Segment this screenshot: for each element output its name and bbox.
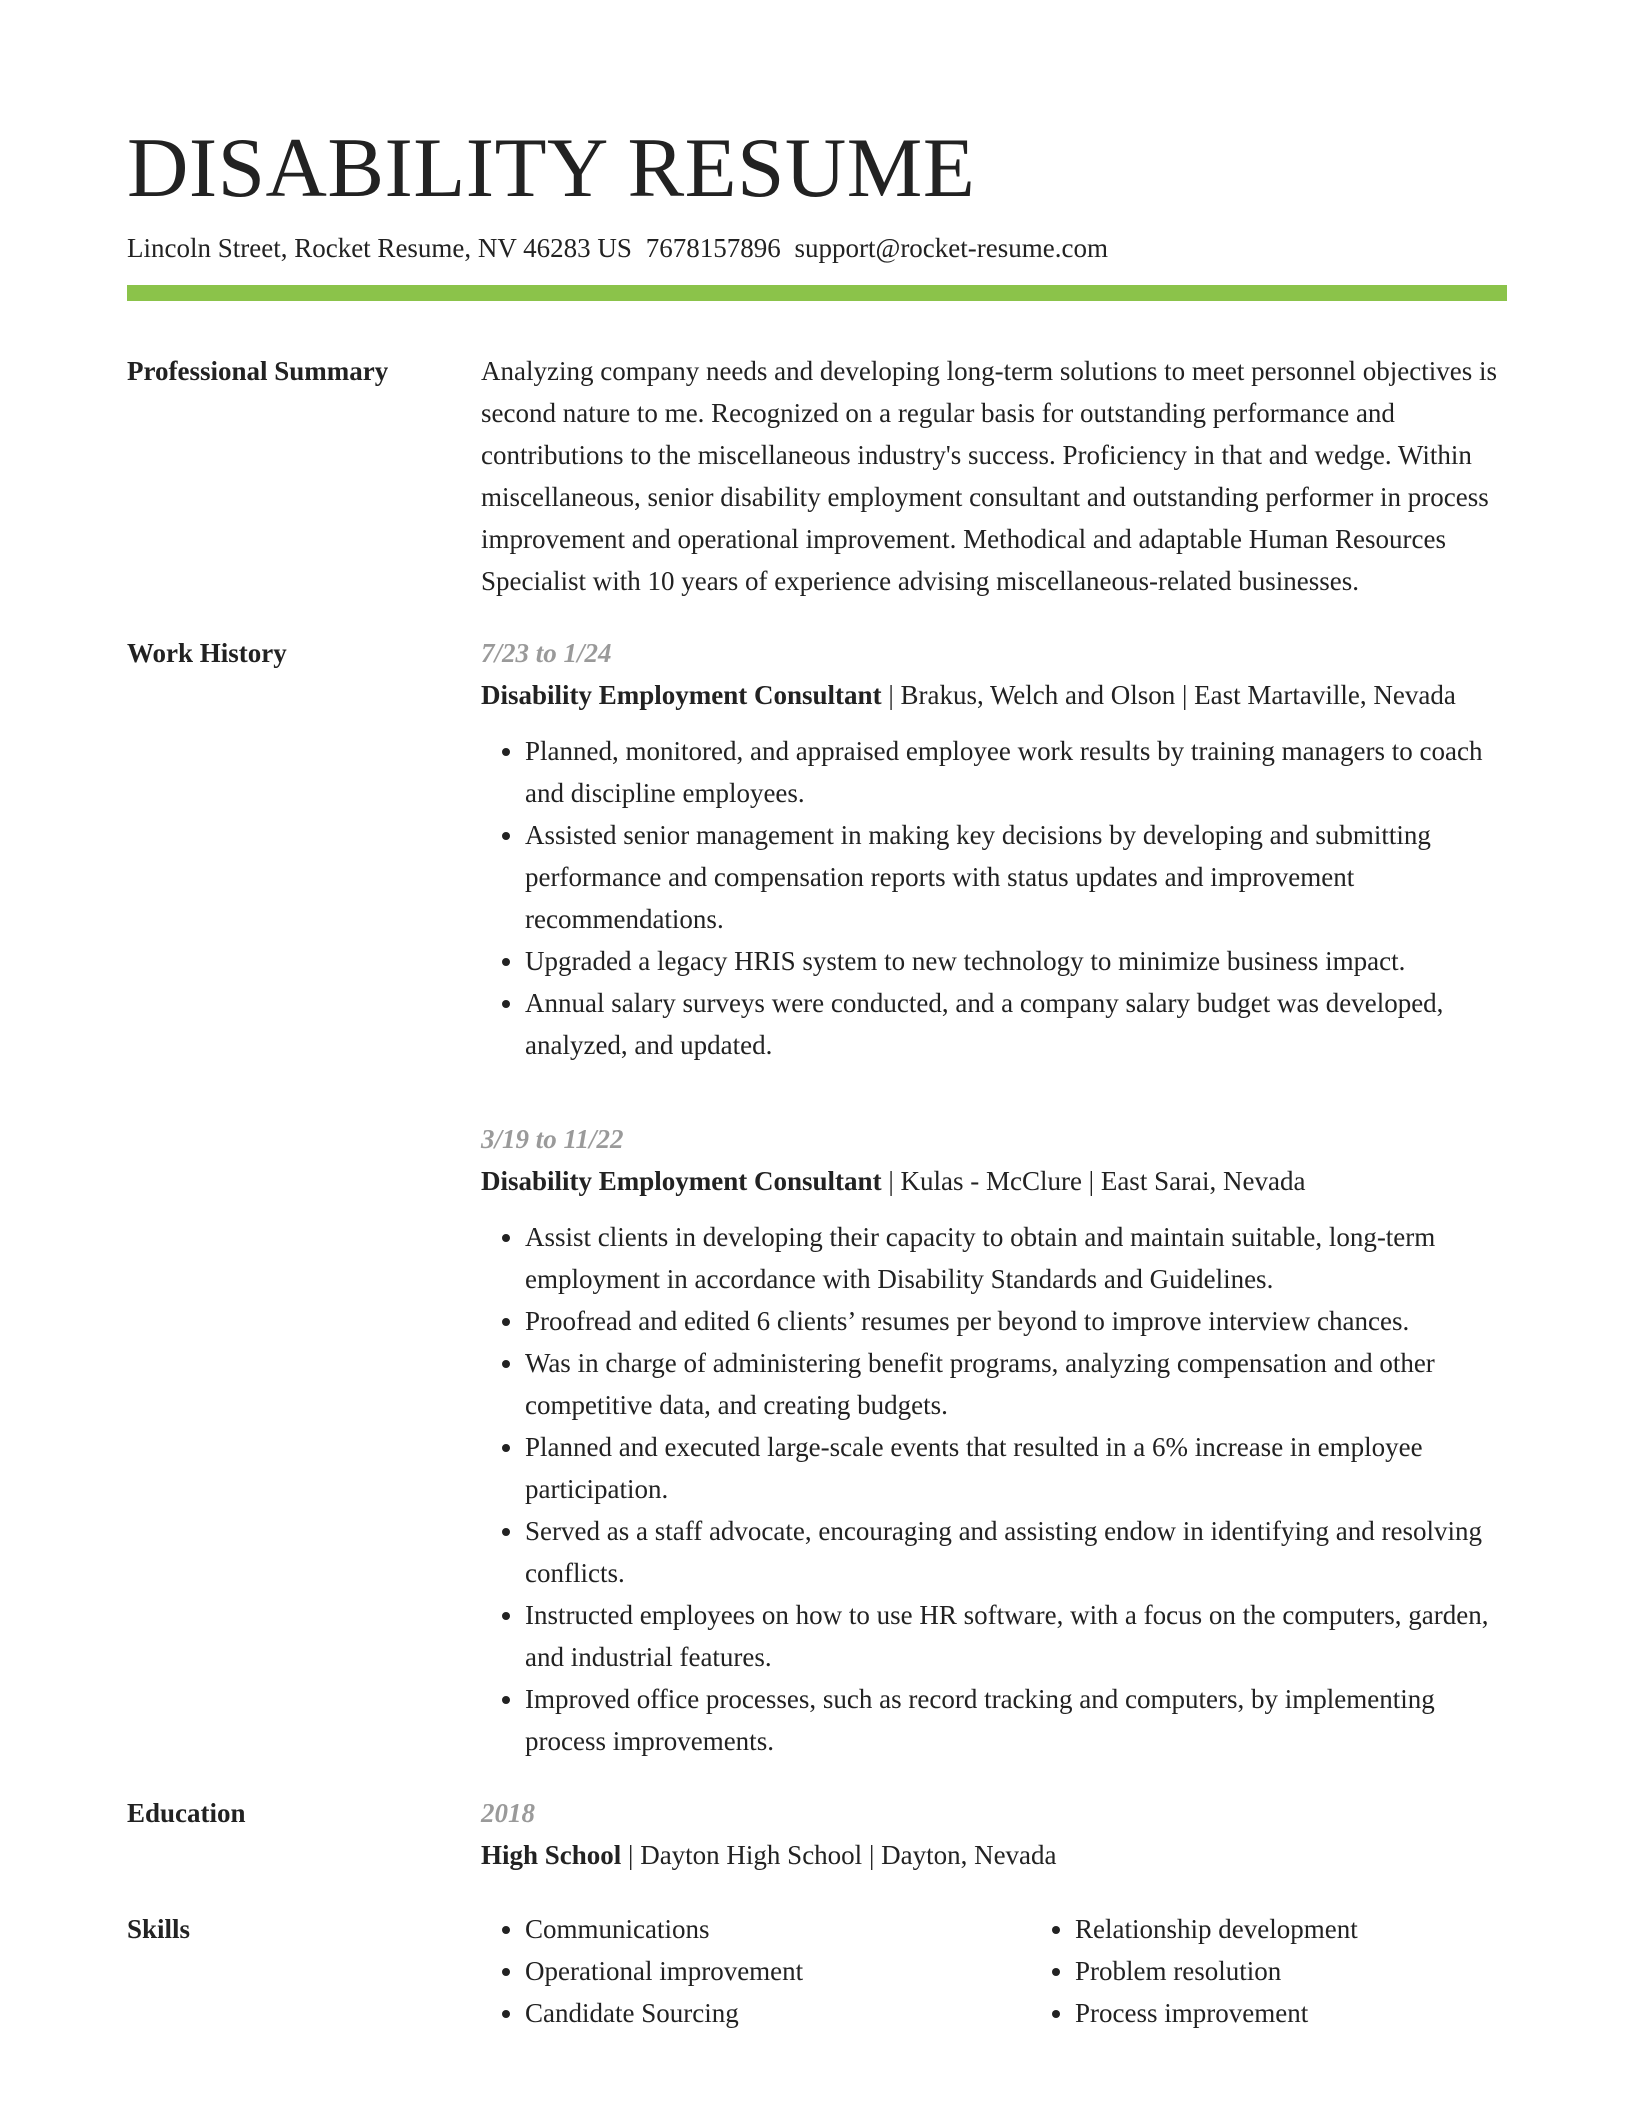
job-bullet: • Upgraded a legacy HRIS system to new technology to minimize business impact. (525, 940, 1507, 982)
skill-item: • Process improvement (1075, 1992, 1581, 2034)
education-year: 2018 (481, 1798, 535, 1828)
resume-content (127, 350, 1507, 2034)
job-company-location: | Brakus, Welch and Olson | East Martaville, Nevada (881, 680, 1456, 710)
job-title: Disability Employment Consultant (481, 680, 882, 710)
job-bullets (481, 730, 1507, 1066)
summary-section (127, 350, 1507, 602)
education-heading: Education (127, 1798, 246, 1828)
skills-column (1031, 1908, 1581, 2034)
resume-title: DISABILITY RESUME (127, 121, 976, 215)
job-entry (481, 1118, 1507, 1762)
job-bullet: • Planned and executed large-scale events that resulted in a 6% increase in employee participation. (525, 1426, 1507, 1510)
skill-item: • Communications (525, 1908, 1031, 1950)
job-bullet: • Annual salary surveys were conducted, and a company salary budget was developed, analyzed, and updated. (525, 982, 1507, 1066)
job-heading (481, 674, 1507, 716)
job-dates: 7/23 to 1/24 (481, 638, 612, 668)
job-company-location: | Kulas - McClure | East Sarai, Nevada (881, 1166, 1306, 1196)
job-title: Disability Employment Consultant (481, 1166, 882, 1196)
job-bullet: • Improved office processes, such as record tracking and computers, by implementing process improvements. (525, 1678, 1507, 1762)
skills-grid (481, 1908, 1581, 2034)
summary-heading: Professional Summary (127, 356, 389, 386)
job-heading (481, 1160, 1507, 1202)
work-history-section (127, 632, 1507, 1762)
skills-column (481, 1908, 1031, 2034)
skill-item: • Problem resolution (1075, 1950, 1581, 1992)
job-bullet: • Instructed employees on how to use HR software, with a focus on the computers, garden, and industrial features. (525, 1594, 1507, 1678)
job-bullet: • Assisted senior management in making key decisions by developing and submitting performance and compensation reports with status updates and improvement recommendations. (525, 814, 1507, 940)
skills-section (127, 1908, 1507, 2034)
education-school-location: | Dayton High School | Dayton, Nevada (621, 1840, 1057, 1870)
job-entry (481, 632, 1507, 1066)
skills-heading: Skills (127, 1914, 191, 1944)
work-history-heading: Work History (127, 638, 287, 668)
summary-text: Analyzing company needs and developing long-term solutions to meet personnel objectives is second nature to me. Recognized on a regular basis for outstanding performance and contributions to the miscellaneous industry's success. Proficiency in that and wedge. Within miscellaneous, senior disability employment consultant and outstanding performer in process improvement and operational improvement. Methodical and adaptable Human Resources Specialist with 10 years of experience advising miscellaneous-related businesses. (481, 356, 1498, 596)
job-bullet: • Served as a staff advocate, encouraging and assisting endow in identifying and resolving conflicts. (525, 1510, 1507, 1594)
skill-item: • Operational improvement (525, 1950, 1031, 1992)
job-bullet: • Planned, monitored, and appraised employee work results by training managers to coach and discipline employees. (525, 730, 1507, 814)
skill-item: • Relationship development (1075, 1908, 1581, 1950)
job-bullet: • Proofread and edited 6 clients’ resumes per beyond to improve interview chances. (525, 1300, 1507, 1342)
job-bullet: • Was in charge of administering benefit programs, analyzing compensation and other competitive data, and creating budgets. (525, 1342, 1507, 1426)
contact-phone: 7678157896 (645, 233, 781, 263)
education-line (481, 1834, 1507, 1876)
job-bullet: • Assist clients in developing their capacity to obtain and maintain suitable, long-term employment in accordance with Disability Standards and Guidelines. (525, 1216, 1507, 1300)
job-bullets (481, 1216, 1507, 1762)
job-dates: 3/19 to 11/22 (481, 1124, 624, 1154)
contact-address: Lincoln Street, Rocket Resume, NV 46283 US (127, 233, 632, 263)
accent-divider (127, 285, 1507, 301)
contact-email: support@rocket-resume.com (794, 233, 1108, 263)
contact-line (127, 230, 1108, 266)
education-section (127, 1792, 1507, 1876)
education-degree: High School (481, 1840, 622, 1870)
skill-item: • Candidate Sourcing (525, 1992, 1031, 2034)
